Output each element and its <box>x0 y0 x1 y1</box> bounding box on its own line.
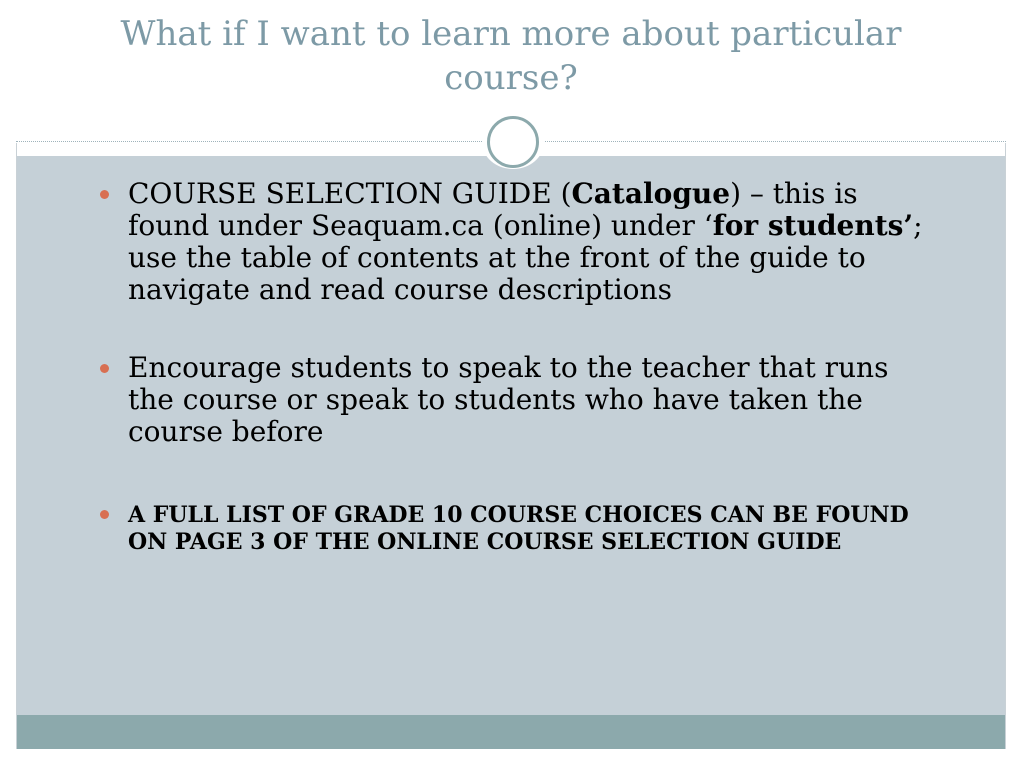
bullet-text-part-2: ) – this is found under Seaquam.ca (online) under ‘ <box>128 177 858 242</box>
bullet-text: A FULL LIST OF GRADE 10 COURSE CHOICES CAN BE FOUND ON PAGE 3 OF THE ONLINE COURSE SELECTION GUIDE <box>128 502 909 555</box>
bullet-item-encourage <box>98 352 928 448</box>
bullet-item-course-guide <box>98 178 928 306</box>
bullet-list <box>98 178 928 556</box>
bullet-text-part-3: ; use the table of contents at the front of the guide to navigate and read course descriptions <box>128 209 923 306</box>
bullet-text: Encourage students to speak to the teacher that runs the course or speak to students who have taken the course before <box>128 351 889 448</box>
footer-band <box>17 715 1005 749</box>
bullet-bold-catalogue: Catalogue <box>571 177 731 210</box>
bullet-dot-icon <box>100 190 109 199</box>
bullet-bold-for-students: for students’ <box>712 209 914 242</box>
bullet-text-part-1: COURSE SELECTION GUIDE ( <box>128 177 572 210</box>
circle-ornament-icon <box>487 116 539 168</box>
bullet-dot-icon <box>100 510 109 519</box>
slide-title: What if I want to learn more about particular course? <box>120 14 902 98</box>
bullet-item-full-list <box>98 502 928 556</box>
bullet-dot-icon <box>100 364 109 373</box>
